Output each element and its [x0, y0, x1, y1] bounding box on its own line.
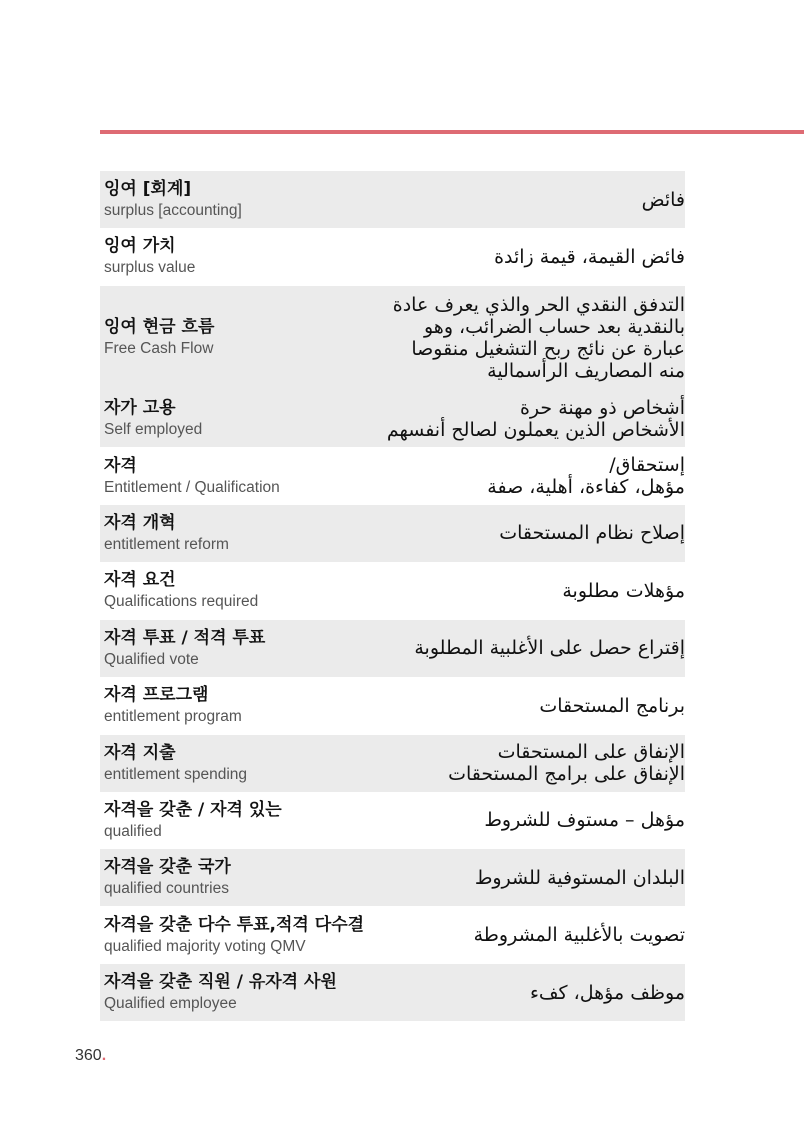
glossary-row [100, 448, 685, 505]
english-term: entitlement program [104, 708, 242, 726]
arabic-line: مؤهل، كفاءة، أهلية، صفة [487, 476, 685, 499]
term-block [104, 742, 354, 785]
korean-term: 자가 고용 [104, 398, 176, 419]
english-term: qualified majority voting QMV [104, 937, 306, 955]
arabic-translation [354, 246, 685, 268]
english-term: entitlement spending [104, 765, 248, 783]
arabic-line: تصويت بالأغلبية المشروطة [473, 924, 685, 947]
glossary-row [100, 228, 685, 285]
arabic-line: فائض [641, 188, 685, 211]
term-block [104, 455, 354, 498]
english-term: Qualified vote [104, 650, 199, 668]
arabic-translation [354, 695, 685, 717]
english-term: Free Cash Flow [104, 340, 214, 358]
glossary-row [100, 620, 685, 677]
page-number-value: 360 [75, 1047, 102, 1064]
arabic-line: موظف مؤهل، كفء [529, 981, 685, 1004]
arabic-translation [354, 397, 685, 441]
arabic-line: الإنفاق على المستحقات [497, 741, 685, 764]
arabic-line: إصلاح نظام المستحقات [499, 522, 685, 545]
page-number [75, 1047, 106, 1065]
arabic-translation [354, 189, 685, 211]
header-rule [100, 130, 804, 134]
arabic-line: بالنقدية بعد حساب الضرائب، وهو [423, 315, 685, 338]
arabic-translation [354, 454, 685, 498]
arabic-line: أشخاص ذو مهنة حرة [519, 396, 685, 419]
korean-term: 자격을 갖춘 다수 투표,적격 다수결 [104, 914, 365, 935]
korean-term: 자격 지출 [104, 742, 176, 763]
arabic-translation [364, 924, 685, 946]
term-block [104, 971, 354, 1014]
arabic-translation [354, 294, 685, 382]
arabic-line: إقتراع حصل على الأغلبية المطلوبة [414, 637, 685, 660]
korean-term: 잉여 [회계] [104, 179, 192, 199]
arabic-line: البلدان المستوفية للشروط [474, 866, 685, 889]
term-block [104, 684, 354, 727]
english-term: surplus [accounting] [104, 202, 242, 219]
korean-term: 잉여 현금 흐름 [104, 317, 215, 338]
page-number-dot: . [101, 1047, 107, 1064]
arabic-translation [354, 580, 685, 602]
glossary-row [100, 792, 685, 849]
english-term: surplus value [104, 259, 196, 277]
korean-term: 잉여 가치 [104, 236, 176, 257]
term-block [104, 627, 354, 670]
glossary-row [100, 505, 685, 562]
korean-term: 자격 요건 [104, 570, 176, 591]
english-term: entitlement reform [104, 535, 229, 553]
term-block [104, 799, 354, 842]
arabic-line: مؤهل – مستوف للشروط [484, 809, 685, 832]
arabic-translation [354, 867, 685, 889]
arabic-line: مؤهلات مطلوبة [562, 579, 685, 602]
arabic-translation [354, 522, 685, 544]
glossary-row [100, 562, 685, 619]
term-block [104, 178, 354, 221]
korean-term: 자격 [104, 455, 137, 476]
term-block [104, 235, 354, 278]
arabic-translation [354, 637, 685, 659]
korean-term: 자격을 갖춘 / 자격 있는 [104, 799, 282, 820]
english-term: Entitlement / Qualification [104, 478, 280, 496]
korean-term: 자격을 갖춘 직원 / 유자격 사원 [104, 972, 337, 993]
glossary-row [100, 390, 685, 447]
term-block [104, 397, 354, 440]
arabic-line: برنامج المستحقات [539, 694, 685, 717]
glossary-row [100, 677, 685, 734]
arabic-translation [354, 741, 685, 785]
glossary-row [100, 171, 685, 228]
english-term: Self employed [104, 421, 203, 439]
korean-term: 자격 개혁 [104, 512, 176, 533]
arabic-line: عبارة عن نائج ربح التشغيل منقوصا [411, 337, 685, 360]
arabic-line: منه المصاريف الرأسمالية [487, 359, 685, 382]
arabic-line: الأشخاص الذين يعملون لصالح أنفسهم [386, 418, 685, 441]
glossary-row [100, 964, 685, 1021]
term-block [104, 914, 364, 957]
term-block [104, 569, 354, 612]
english-term: qualified countries [104, 880, 229, 898]
term-block [104, 512, 354, 555]
english-term: Qualifications required [104, 593, 259, 611]
glossary-row [100, 849, 685, 906]
english-term: qualified [104, 822, 162, 840]
english-term: Qualified employee [104, 995, 237, 1013]
arabic-line: إستحقاق/ [609, 454, 685, 477]
korean-term: 자격 투표 / 적격 투표 [104, 627, 266, 648]
glossary-row [100, 735, 685, 792]
arabic-line: فائض القيمة، قيمة زائدة [494, 245, 685, 268]
glossary-row [100, 286, 685, 390]
glossary-row [100, 907, 685, 964]
arabic-line: التدفق النقدي الحر والذي يعرف عادة [392, 293, 685, 316]
arabic-translation [354, 982, 685, 1004]
arabic-line: الإنفاق على برامج المستحقات [448, 763, 685, 786]
term-block [104, 856, 354, 899]
korean-term: 자격을 갖춘 국가 [104, 857, 231, 878]
arabic-translation [354, 809, 685, 831]
korean-term: 자격 프로그램 [104, 685, 209, 706]
glossary-table [100, 171, 685, 1021]
term-block [104, 316, 354, 359]
